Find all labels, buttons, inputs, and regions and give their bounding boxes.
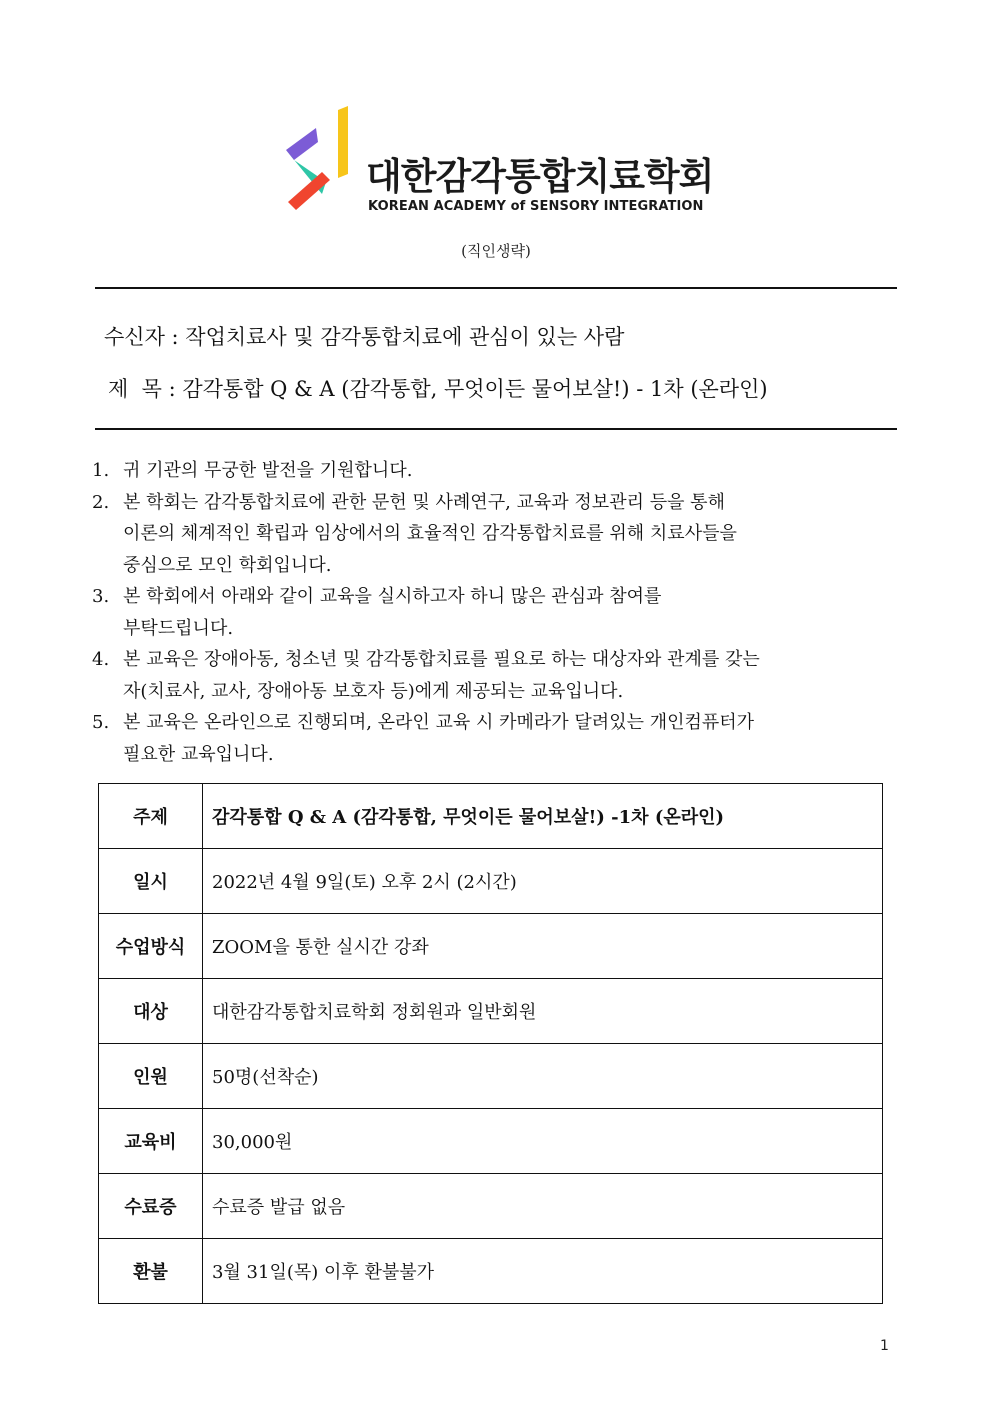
seal-omitted-note: (직인생략) <box>461 242 531 260</box>
table-row <box>99 849 883 914</box>
table-row <box>99 1109 883 1174</box>
table-row-value: 3월 31일(목) 이후 환불불가 <box>203 1239 883 1304</box>
academy-name-ko: 대한감각통합치료학회 <box>366 155 714 198</box>
table-row-value: 30,000원 <box>203 1109 883 1174</box>
body-item-line: 부탁드립니다. <box>123 617 234 639</box>
table-row <box>99 979 883 1044</box>
body-item <box>92 707 892 770</box>
page-number: 1 <box>880 1338 889 1354</box>
bottom-divider <box>95 428 897 430</box>
body-item-line: 귀 기관의 무궁한 발전을 기원합니다. <box>123 460 413 481</box>
table-row-value: ZOOM을 통한 실시간 강좌 <box>203 914 883 979</box>
table-row-value: 감각통합 Q & A (감각통합, 무엇이든 물어보살!) -1차 (온라인) <box>203 784 883 849</box>
body-item-line: 본 교육은 온라인으로 진행되며, 온라인 교육 시 카메라가 달려있는 개인컴퓨터가 <box>123 712 755 733</box>
table-row-value: 50명(선착순) <box>203 1044 883 1109</box>
table-row-label: 일시 <box>99 849 203 914</box>
academy-name-en: KOREAN ACADEMY of SENSORY INTEGRATION <box>368 199 704 214</box>
body-item-line: 자(치료사, 교사, 장애아동 보호자 등)에게 제공되는 교육입니다. <box>123 680 624 702</box>
academy-logo <box>282 106 722 218</box>
subject-line: 제 목 : 감각통합 Q & A (감각통합, 무엇이든 물어보살!) - 1차 (온라인) <box>108 377 768 401</box>
table-row <box>99 1044 883 1109</box>
table-row-value: 2022년 4월 9일(토) 오후 2시 (2시간) <box>203 849 883 914</box>
body-item-number: 2. <box>92 491 110 513</box>
table-row <box>99 1174 883 1239</box>
table-row-label: 인원 <box>99 1044 203 1109</box>
table-row-label: 대상 <box>99 979 203 1044</box>
top-divider <box>95 287 897 289</box>
body-item-number: 4. <box>92 649 110 670</box>
table-row-label: 수료증 <box>99 1174 203 1239</box>
course-info-table <box>98 783 883 1304</box>
table-row-label: 수업방식 <box>99 914 203 979</box>
body-item-number: 3. <box>92 586 110 607</box>
recipient-line: 수신자 : 작업치료사 및 감각통합치료에 관심이 있는 사람 <box>104 325 625 349</box>
table-row-value: 수료증 발급 없음 <box>203 1174 883 1239</box>
body-item-line: 필요한 교육입니다. <box>123 743 274 765</box>
body-item-line: 본 학회에서 아래와 같이 교육을 실시하고자 하니 많은 관심과 참여를 <box>123 586 662 607</box>
body-item-line: 본 교육은 장애아동, 청소년 및 감각통합치료를 필요로 하는 대상자와 관계를 갖는 <box>123 649 760 670</box>
body-item <box>92 487 892 582</box>
table-row-label: 환불 <box>99 1239 203 1304</box>
body-item-number: 1. <box>92 460 110 481</box>
table-row-label: 교육비 <box>99 1109 203 1174</box>
body-paragraphs <box>92 455 892 770</box>
body-item-line: 이론의 체계적인 확립과 임상에서의 효율적인 감각통합치료를 위해 치료사들을 <box>123 523 737 544</box>
body-item-line: 중심으로 모인 학회입니다. <box>123 554 332 576</box>
academy-logo-mark-icon <box>282 106 362 218</box>
body-item-number: 5. <box>92 712 110 733</box>
body-item <box>92 581 892 644</box>
table-row-label: 주제 <box>99 784 203 849</box>
table-row <box>99 784 883 849</box>
table-row-value: 대한감각통합치료학회 정회원과 일반회원 <box>203 979 883 1044</box>
body-item-line: 본 학회는 감각통합치료에 관한 문헌 및 사례연구, 교육과 정보관리 등을 통해 <box>123 491 725 513</box>
table-row <box>99 1239 883 1304</box>
table-row <box>99 914 883 979</box>
body-item <box>92 644 892 707</box>
body-item <box>92 455 892 487</box>
